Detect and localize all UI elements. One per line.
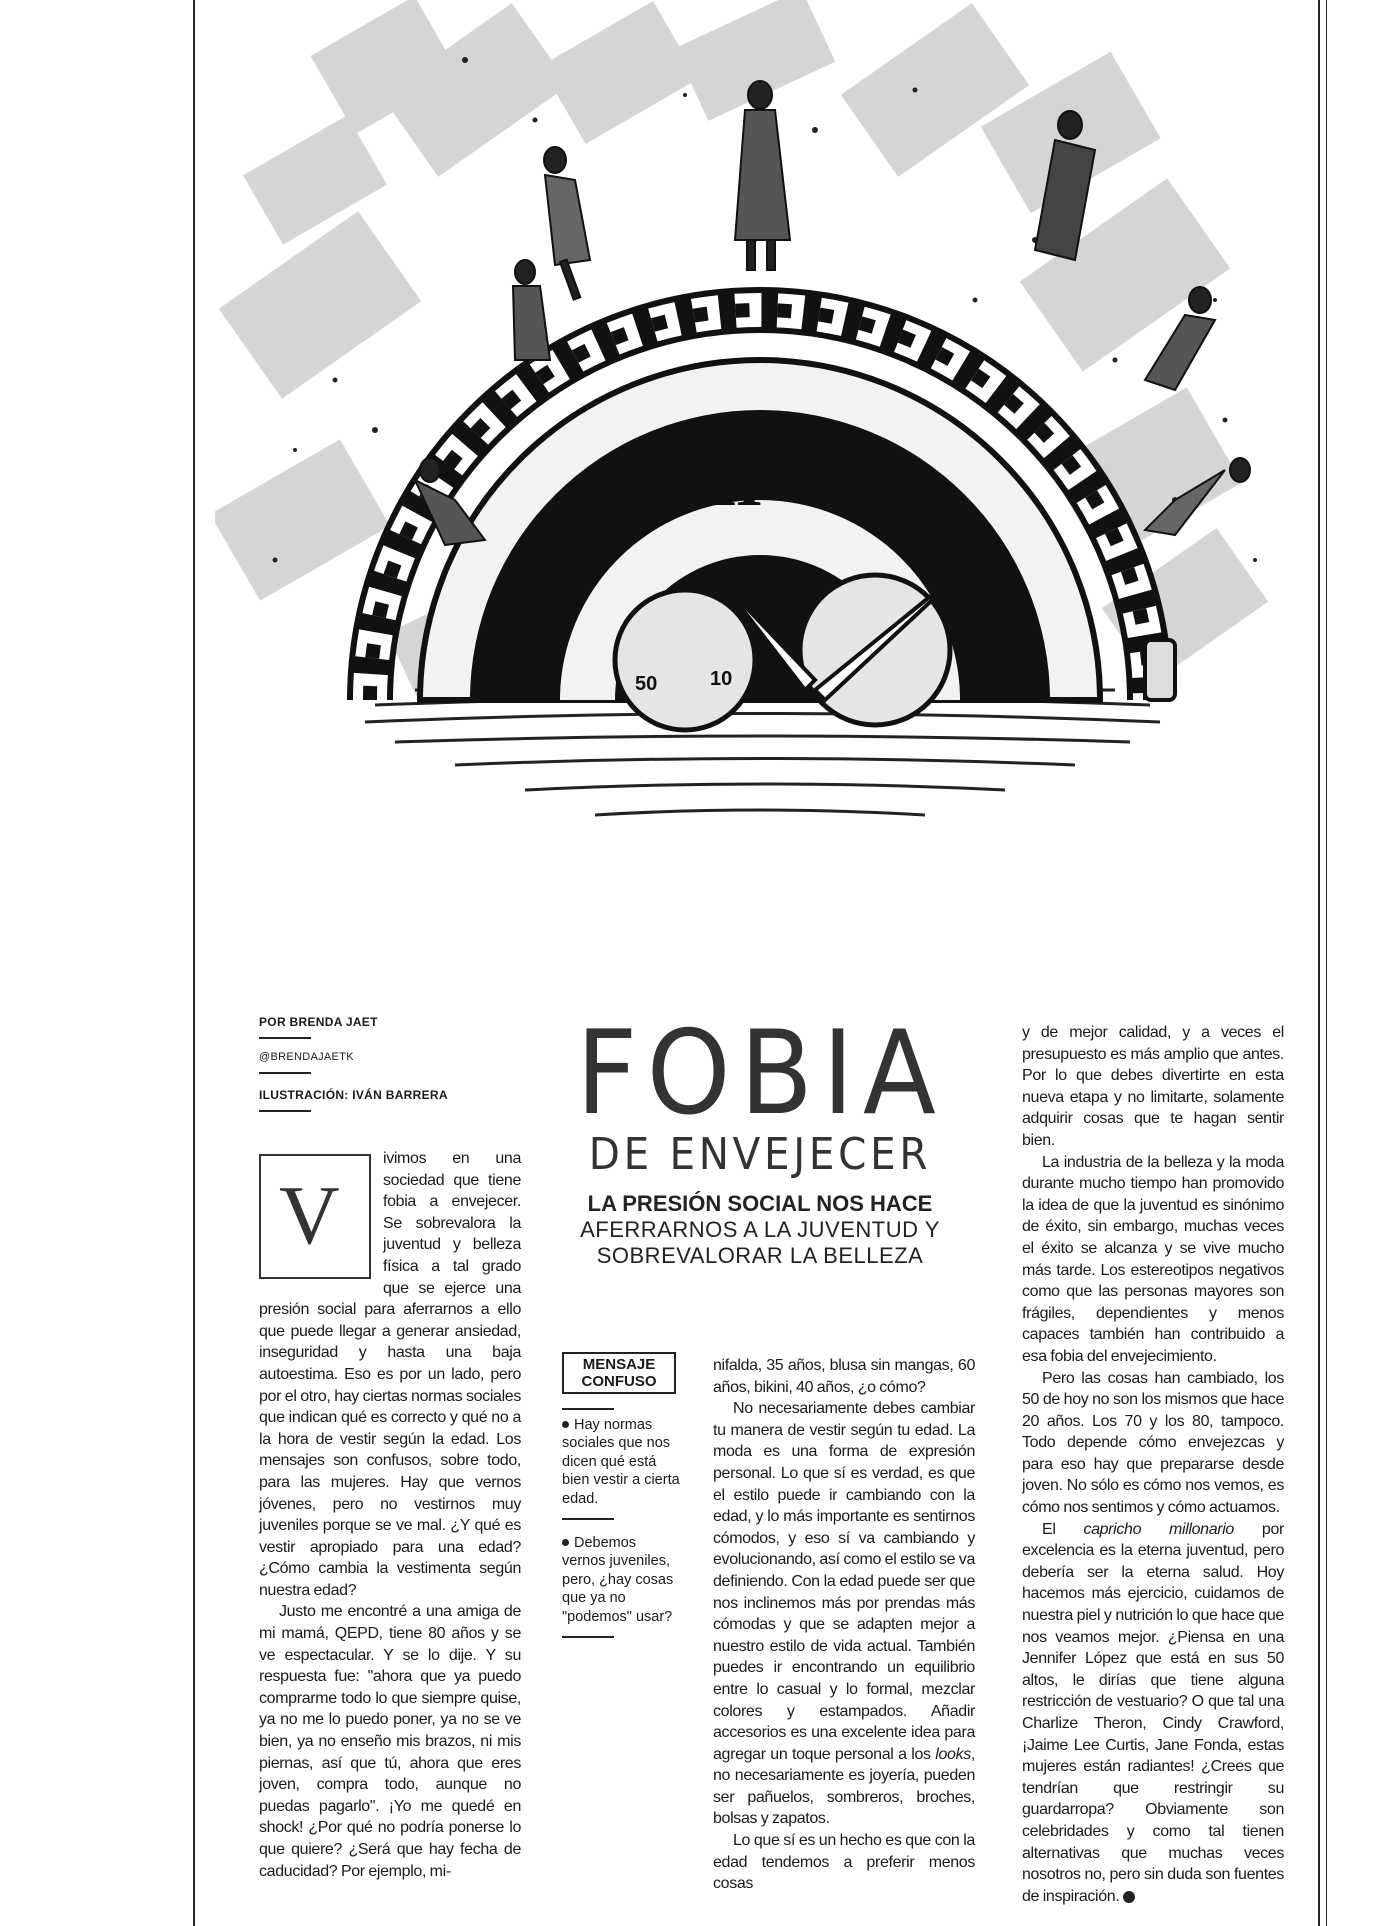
deck-bold: LA PRESIÓN SOCIAL NOS HACE [587,1191,933,1216]
page-frame-left [193,0,195,1926]
sidebar-item-text: Hay normas sociales que nos dicen qué está bien vestir a cierta edad. [562,1416,680,1507]
illustrator-credit: ILUSTRACIÓN: IVÁN BARRERA [259,1088,448,1102]
numeral-xi: XI [685,444,763,521]
article-column-4 [1022,1022,1284,1907]
article-paragraph: ivimos en una sociedad que tiene fobia a envejecer. Se sobrevalora la juventud y belleza física a tal grado que se ejerce una presión social para aferrarnos a ello que puede llegar a generar ansiedad, inseguridad y hasta una baja autoestima. Eso es por un lado, pero por el otro, hay ciertas normas sociales que indican qué es correcto y qué no a la hora de vestir según la edad. Los mensajes son confusos, sobre todo, para las mujeres. Hay que vernos jóvenes, pero no vestirnos muy juveniles porque se ve mal. ¿Y qué es vestir apropiado para una edad? ¿Cómo cambia la vestimenta según nuestra edad? [259,1150,521,1599]
sidebar-title-box [562,1352,676,1394]
clock-illustration-svg [215,0,1305,1000]
emphasis-text: capricho millonario [1083,1520,1234,1538]
headline-block [560,1006,960,1269]
bullet-icon [562,1539,569,1546]
dropcap-letter: V [279,1169,340,1262]
article-paragraph: y de mejor calidad, y a veces el presupuesto es más amplio que antes. Por lo que debes divertirte en esta nueva etapa y no limitarte, solamente adquirir cosas que te hagan sentir bien. [1022,1024,1284,1149]
dial-number-50: 50 [635,673,658,695]
headline-main: FOBIA [576,1006,946,1141]
sidebar-item [562,1416,682,1509]
article-column-3 [713,1355,975,1895]
deck-line-2: SOBREVALORAR LA BELLEZA [596,1243,924,1268]
emphasis-text: looks [935,1745,971,1763]
credits [259,1015,519,1112]
deck-line-1: AFERRARNOS A LA JUVENTUD Y [580,1217,940,1242]
article-paragraph: El capricho millonario por excelencia es la eterna juventud, pero debería ser la eterna salud. Hoy hacemos más ejercicio, cuidamos de nuestra piel y nutrición lo que hace que nos veamos mejor. ¿Piensa en una Jennifer López que está en sus 50 altos, le dirías que tiene alguna restricción de vestuario? O que tal una Charlize Theron, Cindy Crawford, ¡Jaime Lee Curtis, Jane Fonda, estas mujeres están radiantes! ¿Crees que tendrían que restringir su guardarropa? Obviamente son celebridades y como tal tienen alternativas que muchas veces nosotros no, pero sin duda son fuentes de inspiración. B [1022,1520,1284,1905]
numeral-xii: XII [770,425,882,507]
numeral-i: I [895,454,923,531]
sidebar-rule [562,1636,614,1638]
credit-rule [259,1037,311,1039]
article-paragraph: Lo que sí es un hecho es que con la edad tendemos a preferir menos cosas [713,1832,975,1893]
article-column-1 [259,1148,521,1882]
sidebar-rule [562,1408,614,1410]
article-paragraph: nifalda, 35 años, blusa sin mangas, 60 años, bikini, 40 años, ¿o cómo? [713,1357,975,1396]
headline-sub: DE ENVEJECER [588,1129,932,1180]
page-frame-right-inner [1326,0,1327,1926]
sidebar-item-text: Debemos vernos juveniles, pero, ¿hay cosas que ya no "podemos" usar? [562,1534,674,1625]
author-handle: @BRENDAJAETK [259,1051,354,1063]
article-paragraph: La industria de la belleza y la moda durante mucho tiempo han promovido la idea de que la juventud es sinónimo de éxito, sin embargo, muchas veces el éxito se alcanza y se vive mucho más tarde. Los estereotipos negativos como que las personas mayores son frágiles, dependientes y menos capaces también han contribuido a esa fobia del envejecimiento. [1022,1153,1284,1365]
dial-number-10: 10 [710,668,733,690]
sidebar-item [562,1534,682,1627]
dropcap [259,1154,371,1279]
clock-illustration [215,0,1305,1000]
author-credit: POR BRENDA JAET [259,1015,378,1029]
sidebar-title: MENSAJE CONFUSO [581,1356,657,1390]
article-paragraph: Justo me encontré a una amiga de mi mamá, QEPD, tiene 80 años y se ve espectacular. Y se lo dije. Y su respuesta fue: "ahora que ya puedo comprarme todo lo que siempre quise, ya no me lo puedo poner, ya no se ve bien, ya no enseño mis brazos, ni mis piernas, así que tú, ahora que eres joven, compra todo, aunque no puedas pagarlo". ¡Yo me quedé en shock! ¿Por qué no podría ponerse lo que quiere? ¿Será que hay fecha de caducidad? Por ejemplo, mi- [259,1603,521,1880]
article-paragraph: No necesariamente debes cambiar tu manera de vestir según tu edad. La moda es una forma de expresión personal. Lo que sí es verdad, es que el estilo puede ir cambiando con la edad, y lo más importante es sentirnos cómodos, y eso sí va cambiando y evolucionando, así como el estilo se va definiendo. Con la edad puede ser que nos inclinemos más por prendas más cómodas y que se adapten mejor a nuestro estilo de vida actual. También puedes ir encontrando un equilibrio entre lo casual y lo formal, mezclar colores y estampados. Añadir accesorios es una excelente idea para agregar un toque personal a los looks, no necesariamente es joyería, pueden ser pañuelos, sombreros, broches, bolsas y zapatos. [713,1400,975,1828]
article-paragraph: Pero las cosas han cambiado, los 50 de hoy no son los mismos que hace 20 años. Los 70 y los 80, tampoco. Todo depende cómo envejezcas y para eso hay que prepararse desde joven. No sólo es cómo nos vemos, es cómo nos sentimos y cómo actuamos. [1022,1369,1284,1517]
sidebar-box [562,1352,682,1638]
credit-rule [259,1110,311,1112]
bullet-icon [562,1421,569,1428]
sidebar-rule [562,1518,614,1520]
end-mark-icon: B [1123,1891,1135,1903]
page-frame-right [1318,0,1320,1926]
